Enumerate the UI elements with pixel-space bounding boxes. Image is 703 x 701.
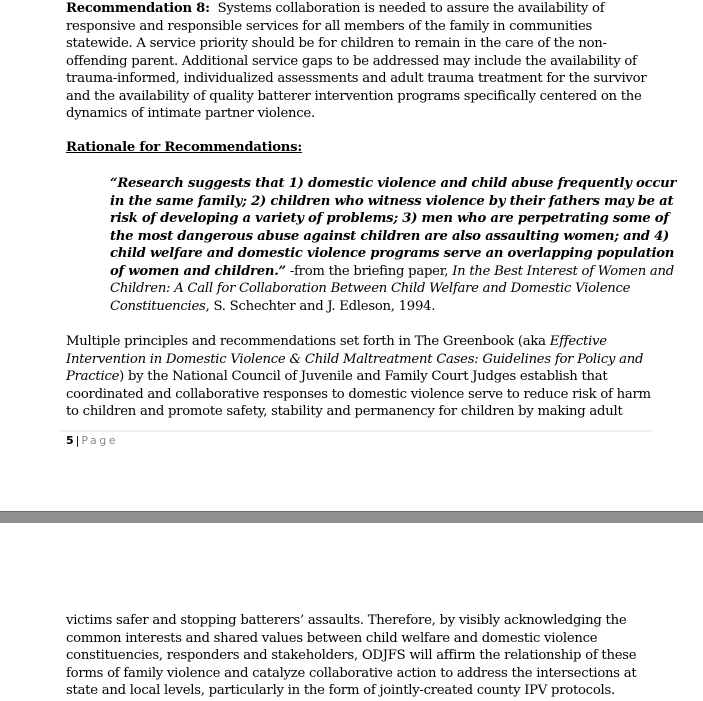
- rationale-heading: Rationale for Recommendations:: [66, 140, 302, 155]
- quote-line: “Research suggests that 1) domestic violence and child abuse frequently occur: [110, 176, 677, 191]
- page-number: 5: [66, 434, 74, 447]
- greenbook-title-line: Intervention in Domestic Violence & Child Maltreatment Cases: Guidelines for Policy and: [66, 351, 644, 367]
- document-page-6: [0, 523, 703, 701]
- page-footer: [66, 434, 118, 448]
- citation-line: [110, 298, 435, 316]
- footer-divider: [60, 430, 652, 432]
- citation-title: In the Best Interest of Women and: [452, 263, 674, 279]
- quote-line: the most dangerous abuse against children are also assaulting women; and 4): [110, 228, 670, 244]
- recommendation-line: and the availability of quality batterer intervention programs specifically centered on the: [66, 88, 642, 104]
- greenbook-line: [66, 333, 607, 351]
- quote-line: risk of developing a variety of problems; 3) men who are perpetrating some of: [110, 211, 669, 226]
- recommendation-line: offending parent. Additional service gaps to be addressed may include the availability of: [66, 53, 637, 69]
- greenbook-text: Multiple principles and recommendations set forth in The Greenbook (aka: [66, 334, 550, 349]
- recommendation-label: Recommendation 8:: [66, 1, 210, 16]
- citation-authors: , S. Schechter and J. Edleson, 1994.: [205, 298, 436, 314]
- page-break-separator: [0, 511, 703, 523]
- body-line: constituencies, responders and stakeholders, ODJFS will affirm the relationship of these: [66, 648, 637, 663]
- body-line: forms of family violence and catalyze collaborative action to address the intersections at: [66, 665, 637, 681]
- greenbook-title-end: Practice: [66, 369, 120, 384]
- page-label: Page: [81, 434, 119, 447]
- recommendation-line: [66, 0, 604, 18]
- recommendation-line: trauma-informed, individualized assessments and adult trauma treatment for the survivor: [66, 71, 647, 86]
- quote-line: child welfare and domestic violence programs serve an overlapping population: [110, 246, 675, 261]
- quote-line: [110, 263, 674, 281]
- quote-line: in the same family; 2) children who witness violence by their fathers may be at: [110, 193, 674, 209]
- greenbook-line: to children and promote safety, stability and permanency for children by making adult: [66, 404, 623, 419]
- recommendation-line: statewide. A service priority should be for children to remain in the care of the non-: [66, 36, 607, 51]
- citation-prefix: -from the briefing paper,: [285, 263, 453, 279]
- citation-title-line: Children: A Call for Collaboration Between Child Welfare and Domestic Violence: [110, 281, 631, 296]
- recommendation-line: responsive and responsible services for all members of the family in communities: [66, 18, 593, 34]
- greenbook-title: Effective: [549, 334, 607, 349]
- recommendation-line: dynamics of intimate partner violence.: [66, 106, 315, 121]
- body-line: state and local levels, particularly in the form of jointly-created county IPV protocols.: [66, 683, 615, 698]
- footer-separator: |: [75, 434, 80, 447]
- greenbook-line: [66, 368, 607, 386]
- body-line: common interests and shared values between child welfare and domestic violence: [66, 630, 598, 646]
- recommendation-text: Systems collaboration is needed to assure the availability of: [209, 1, 605, 16]
- quote-end: of women and children.”: [110, 263, 286, 279]
- citation-title-end: Constituencies: [110, 298, 206, 314]
- greenbook-text: ) by the National Council of Juvenile and Family Court Judges establish that: [119, 369, 608, 384]
- greenbook-line: coordinated and collaborative responses to domestic violence serve to reduce risk of harm: [66, 386, 651, 402]
- body-line: victims safer and stopping batterers’ assaults. Therefore, by visibly acknowledging the: [66, 613, 627, 628]
